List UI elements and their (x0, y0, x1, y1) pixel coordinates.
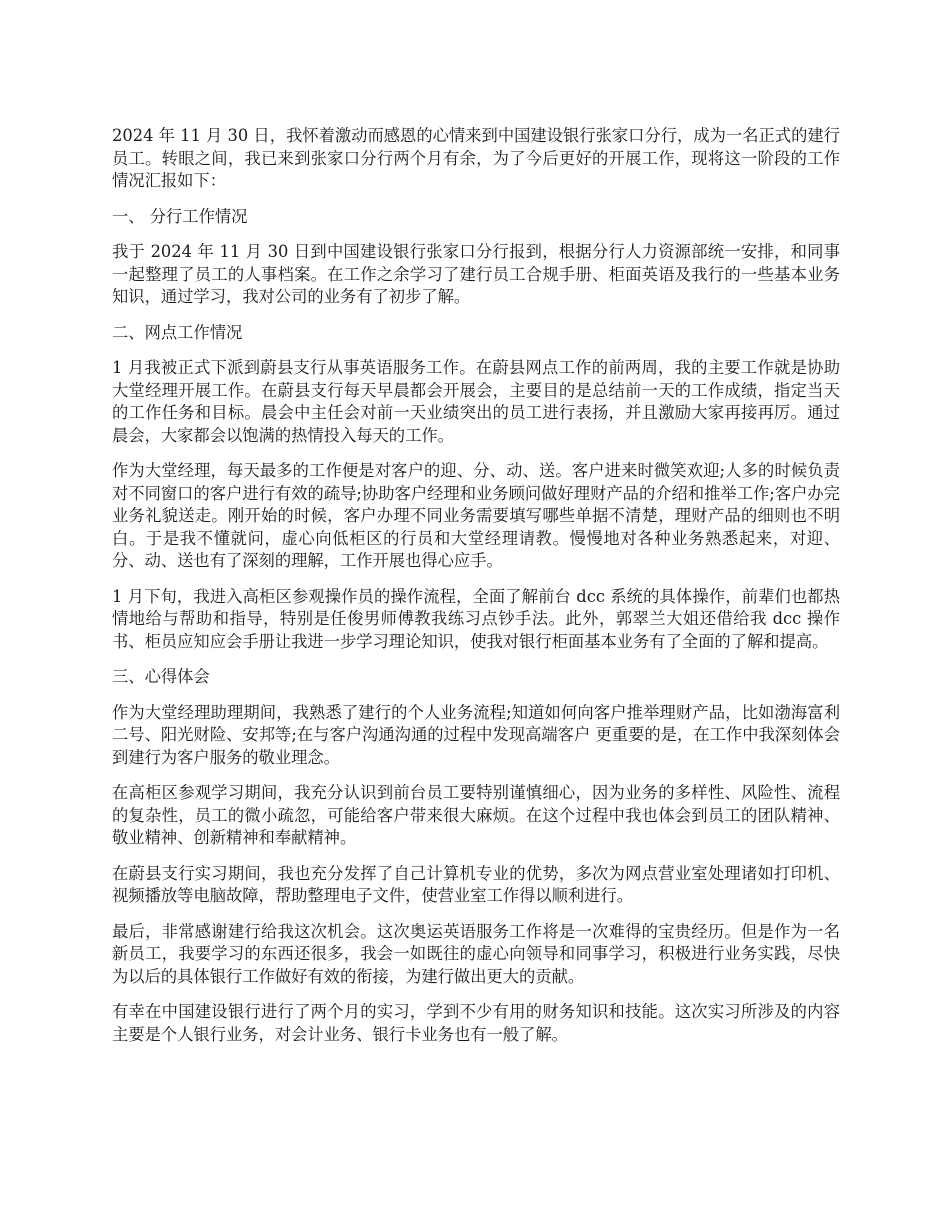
outlet-work-paragraph-2: 作为大堂经理，每天最多的工作便是对客户的迎、分、动、送。客户进来时微笑欢迎;人多的时候负责对不同窗口的客户进行有效的疏导;协助客户经理和业务顾问做好理财产品的介绍和推举工作;客户办完业务礼貌送走。刚开始的时候，客户办理不同业务需要填写哪些单据不清楚，理财产品的细则也不明白。于是我不懂就问，虚心向低柜区的行员和大堂经理请教。慢慢地对各种业务熟悉起来，对迎、分、动、送也有了深刻的理解，工作开展也得心应手。 (112, 461, 840, 570)
section-heading-outlet-work: 二、网点工作情况 (112, 322, 243, 342)
intro-paragraph: 2024 年 11 月 30 日，我怀着激动而感恩的心情来到中国建设银行张家口分行，成为一名正式的建行员工。转眼之间，我已来到张家口分行两个月有余，为了今后更好的开展工作，现将这一阶段的工作情况汇报如下： (112, 126, 840, 190)
closing-paragraph: 有幸在中国建设银行进行了两个月的实习，学到不少有用的财务知识和技能。这次实习所涉及的内容主要是个人银行业务，对会计业务、银行卡业务也有一般了解。 (112, 1002, 840, 1044)
document-body (112, 125, 840, 1059)
section-heading-branch-work: 一、 分行工作情况 (112, 206, 248, 226)
reflections-paragraph-4: 最后，非常感谢建行给我这次机会。这次奥运英语服务工作将是一次难得的宝贵经历。但是作为一名新员工，我要学习的东西还很多，我会一如既往的虚心向领导和同事学习，积极进行业务实践，尽快为以后的具体银行工作做好有效的衔接，为建行做出更大的贡献。 (112, 921, 840, 986)
outlet-work-paragraph-1: 1 月我被正式下派到蔚县支行从事英语服务工作。在蔚县网点工作的前两周，我的主要工作就是协助大堂经理开展工作。在蔚县支行每天早晨都会开展会，主要目的是总结前一天的工作成绩，指定当天的工作任务和目标。晨会中主任会对前一天业绩突出的员工进行表扬，并且激励大家再接再厉。通过晨会，大家都会以饱满的热情投入每天的工作。 (112, 358, 840, 445)
outlet-work-paragraph-3: 1 月下旬，我进入高柜区参观操作员的操作流程，全面了解前台 dcc 系统的具体操作，前辈们也都热情地给与帮助和指导，特别是任俊男师傅教我练习点钞手法。此外，郭翠兰大姐还借给我 dcc 操作书、柜员应知应会手册让我进一步学习理论知识，使我对银行柜面基本业务有了全面的了解和提高。 (112, 586, 840, 651)
section-heading-reflections: 三、心得体会 (112, 667, 210, 686)
reflections-paragraph-3: 在蔚县支行实习期间，我也充分发挥了自己计算机专业的优势，多次为网点营业室处理诸如打印机、视频播放等电脑故障，帮助整理电子文件，使营业室工作得以顺利进行。 (112, 863, 840, 905)
branch-work-paragraph: 我于 2024 年 11 月 30 日到中国建设银行张家口分行报到，根据分行人力资源部统一安排，和同事一起整理了员工的人事档案。在工作之余学习了建行员工合规手册、柜面英语及我行的一些基本业务知识，通过学习，我对公司的业务有了初步了解。 (112, 242, 840, 306)
reflections-paragraph-1: 作为大堂经理助理期间，我熟悉了建行的个人业务流程;知道如何向客户推举理财产品，比如渤海富利二号、阳光财险、安邦等;在与客户沟通沟通的过程中发现高端客户 更重要的是，在工作中我深刻体会到建行为客户服务的敬业理念。 (112, 702, 840, 767)
reflections-paragraph-2: 在高柜区参观学习期间，我充分认识到前台员工要特别谨慎细心，因为业务的多样性、风险性、流程的复杂性，员工的微小疏忽，可能给客户带来很大麻烦。在这个过程中我也体会到员工的团队精神、敬业精神、创新精神和奉献精神。 (112, 783, 840, 847)
